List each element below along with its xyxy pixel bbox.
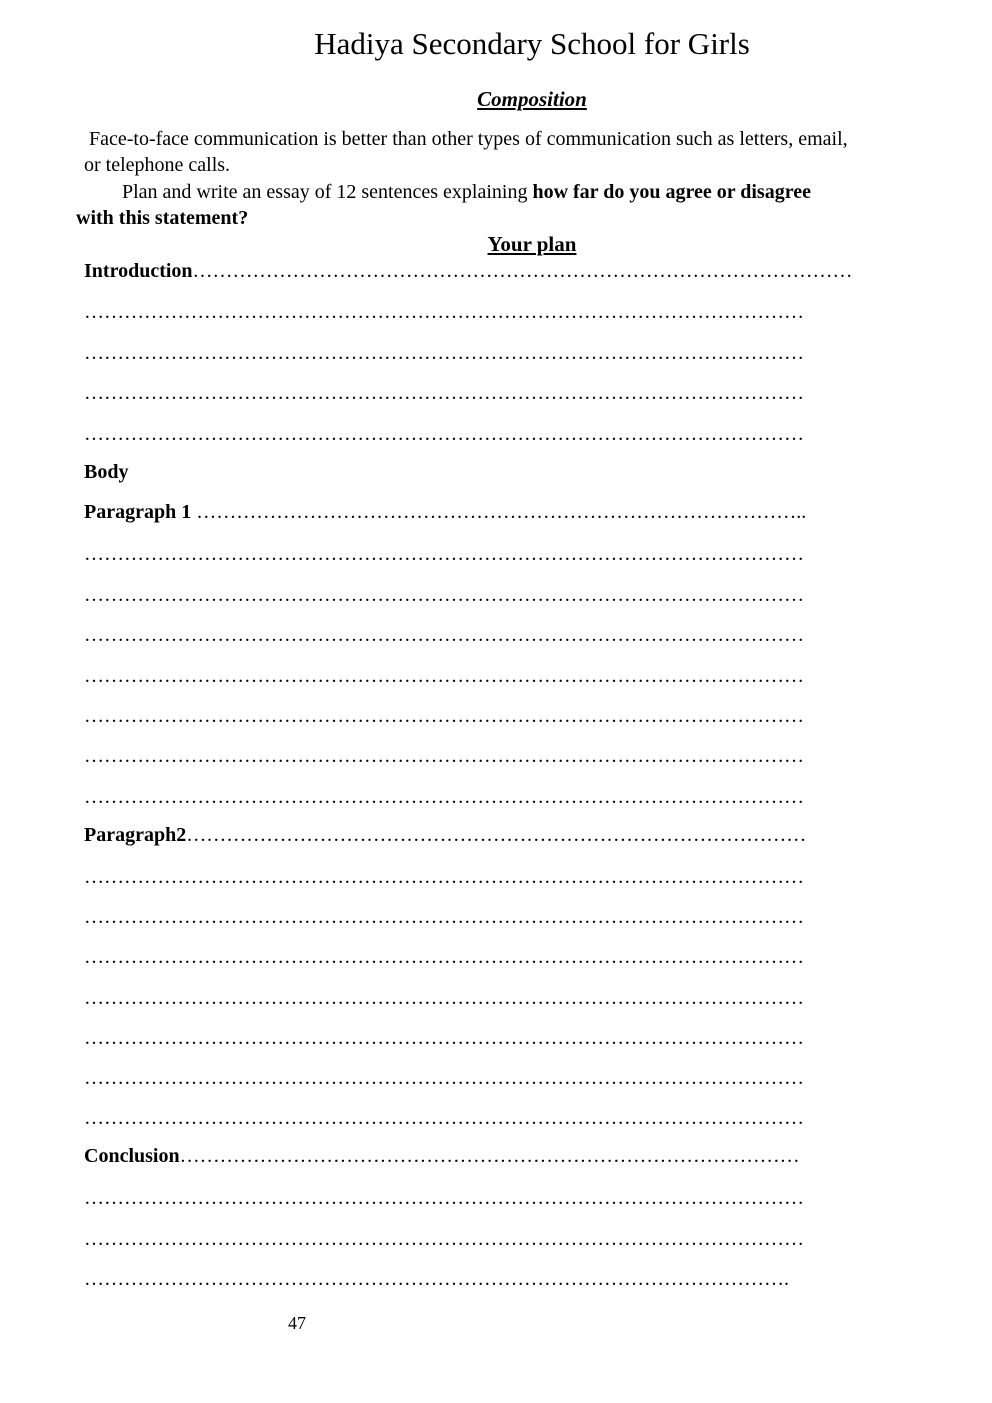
writing-line[interactable]: ……………………………………………………………………………………………… <box>84 1187 804 1209</box>
school-name: Hadiya Secondary School for Girls <box>314 26 750 61</box>
writing-line[interactable]: ……………………………………………………………………………………………… <box>84 1107 804 1129</box>
introduction-label: Introduction <box>84 260 193 282</box>
writing-line[interactable]: ……………………………………………………………………………………………… <box>84 665 804 687</box>
writing-line[interactable]: ……………………………………………………………………………………………… <box>84 786 804 808</box>
prompt-statement-line1: Face-to-face communication is better than other types of communication such as letters, email, <box>84 128 848 150</box>
writing-line[interactable]: ……………………………………………………………………………………………… <box>84 543 804 565</box>
writing-line[interactable]: ……………………………………………………………………………………………… <box>84 624 804 646</box>
section-title: Composition <box>477 87 587 111</box>
body-label-text: Body <box>84 461 129 483</box>
paragraph2-row <box>84 823 806 847</box>
writing-line[interactable]: ……………………………………………………………………………………………… <box>84 1067 804 1089</box>
writing-line[interactable]: ……………………………………………………………………………………………… <box>84 745 804 767</box>
prompt-task-line1 <box>122 179 811 205</box>
paragraph1-row <box>84 500 806 524</box>
conclusion-label: Conclusion <box>84 1145 180 1167</box>
prompt-statement-line2: or telephone calls. <box>84 154 231 176</box>
writing-line[interactable]: ……………………………………………………………………………………………… <box>84 946 804 968</box>
writing-line[interactable]: ……………………………………………………………………………………………… <box>84 342 804 364</box>
prompt-task-bold-2: with this statement? <box>76 207 249 229</box>
writing-line[interactable]: ……………………………………………………………………………………………… <box>84 584 804 606</box>
paragraph2-label: Paragraph2 <box>84 824 187 846</box>
page-number: 47 <box>288 1313 306 1333</box>
writing-line[interactable]: ……………………………………………………………………………………………… <box>84 705 804 727</box>
writing-line[interactable]: ……………………………………………………………………………………………… <box>84 1027 804 1049</box>
writing-line[interactable]: ………………………………………………………………………………… <box>179 1145 800 1167</box>
writing-line[interactable]: ……………………………………………………………………………………………… <box>84 423 804 445</box>
writing-line[interactable]: ……………………………………………………………………………….. <box>196 501 807 523</box>
writing-line[interactable]: ……………………………………………………………………………………………… <box>84 1228 804 1250</box>
prompt-task-bold: how far do you agree or disagree <box>532 181 811 203</box>
conclusion-row <box>84 1144 800 1168</box>
paragraph1-label: Paragraph 1 <box>84 501 197 523</box>
writing-line[interactable]: ……………………………………………………………………………………………… <box>84 987 804 1009</box>
prompt-task-line2 <box>76 205 248 231</box>
writing-line[interactable]: ……………………………………………………………………………………………. <box>84 1268 789 1290</box>
writing-line[interactable]: ……………………………………………………………………………………………… <box>84 301 804 323</box>
writing-line[interactable]: ………………………………………………………………………………… <box>186 824 807 846</box>
writing-line[interactable]: ……………………………………………………………………………………………… <box>84 382 804 404</box>
plan-heading: Your plan <box>487 232 577 256</box>
prompt-task-text: Plan and write an essay of 12 sentences explaining <box>122 181 533 203</box>
writing-line[interactable]: ……………………………………………………………………………………………… <box>84 906 804 928</box>
writing-line[interactable]: ……………………………………………………………………………………………… <box>84 866 804 888</box>
writing-line[interactable]: ……………………………………………………………………………………… <box>192 260 853 282</box>
body-label <box>84 460 128 484</box>
introduction-row <box>84 259 853 283</box>
